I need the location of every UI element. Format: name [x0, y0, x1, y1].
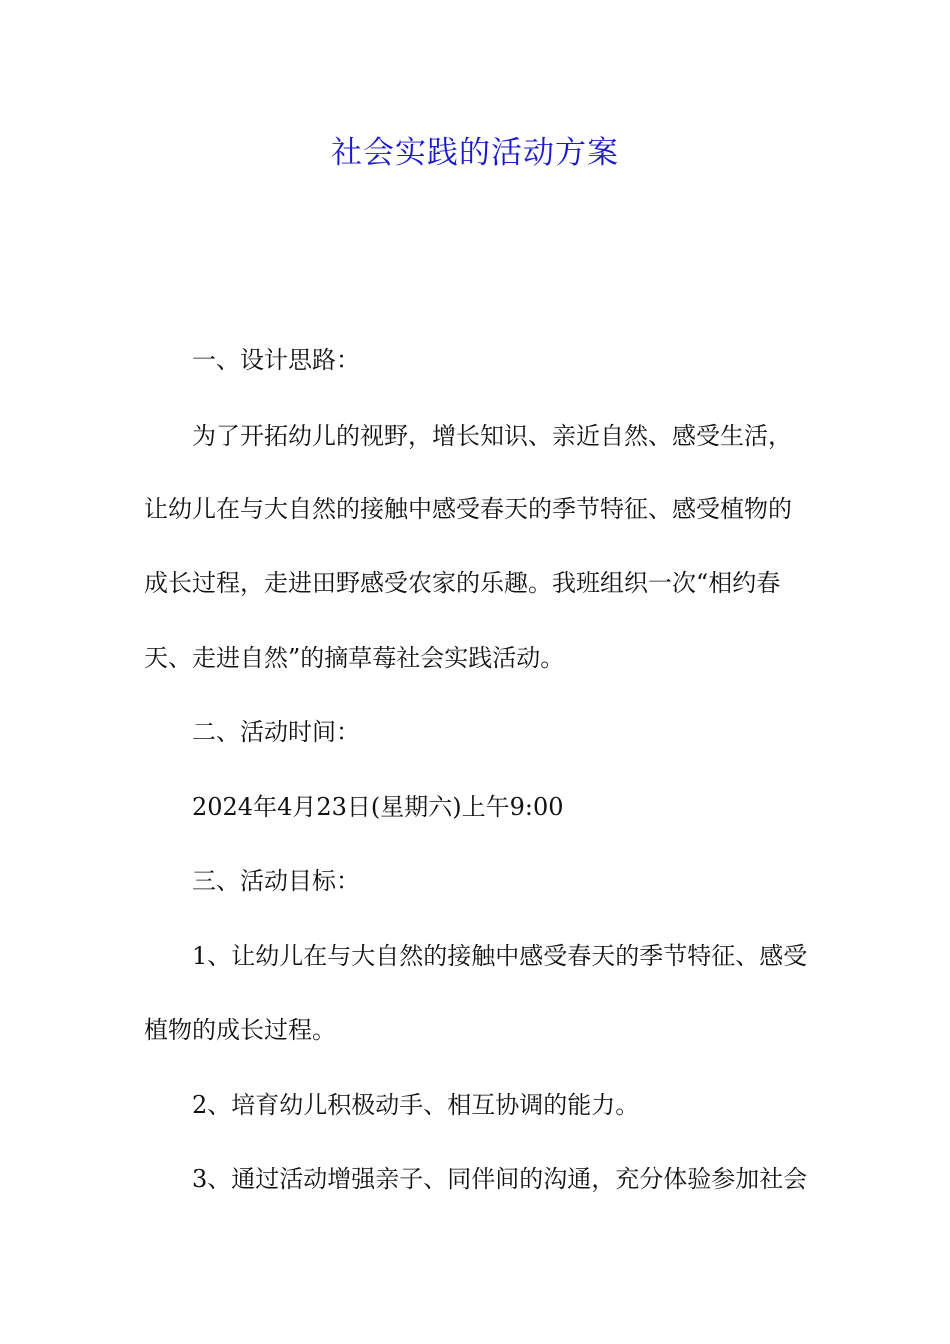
section-heading-goals: 三、活动目标：: [192, 867, 360, 895]
goal-item-1-continued: 植物的成长过程。: [144, 1016, 336, 1044]
activity-date: 2024年4月23日(星期六)上午9:00: [192, 793, 564, 821]
paragraph-line: 让幼儿在与大自然的接触中感受春天的季节特征、感受植物的: [144, 495, 792, 523]
paragraph-line: 为了开拓幼儿的视野，增长知识、亲近自然、感受生活，: [192, 422, 792, 450]
paragraph-line: 成长过程，走进田野感受农家的乐趣。我班组织一次“相约春: [144, 569, 781, 597]
document-title: 社会实践的活动方案: [331, 135, 619, 171]
section-heading-time: 二、活动时间：: [192, 718, 360, 746]
paragraph-line: 天、走进自然”的摘草莓社会实践活动。: [144, 644, 565, 672]
section-heading-design: 一、设计思路：: [192, 346, 360, 374]
goal-item-3: 3、通过活动增强亲子、同伴间的沟通，充分体验参加社会: [192, 1165, 808, 1193]
goal-item-1: 1、让幼儿在与大自然的接触中感受春天的季节特征、感受: [192, 942, 808, 970]
goal-item-2: 2、培育幼儿积极动手、相互协调的能力。: [192, 1091, 640, 1119]
